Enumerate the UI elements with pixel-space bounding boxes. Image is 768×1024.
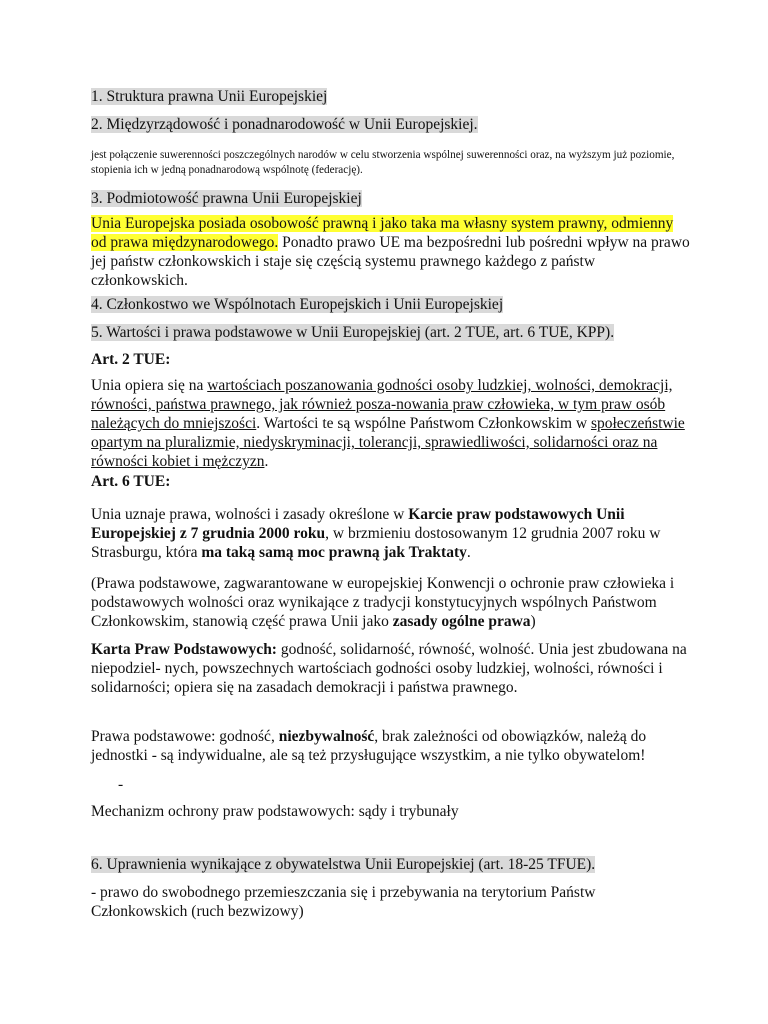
dash-item: -	[118, 776, 124, 793]
section-2-body: jest połączenie suwerenności poszczególnych narodów w celu stworzenia wspólnej suwerenności oraz, na wyższym już poziomie, stopienia ich w jedną ponadnarodową wspólnotę (federację).	[91, 149, 675, 176]
highlighted-text: Unia Europejska posiada osobowość prawną i jako taka ma własny system prawny, odmienny od prawa międzynarodowego.	[91, 215, 674, 251]
prawa-podstawowe-paragraph: Prawa podstawowe: godność, niezbywalność, brak zależności od obowiązków, należą do jednostki - są indywidualne, ale są też przysługujące wszystkim, a nie tylko obywatelom!	[91, 728, 647, 764]
art-6-body: Unia uznaje prawa, wolności i zasady określone w Karcie praw podstawowych Unii Europejskiej z 7 grudnia 2000 roku, w brzmieniu dostosowanym 12 grudnia 2007 roku w Strasburgu, która ma taką samą moc prawną jak Traktaty.	[91, 506, 661, 561]
art-6-heading: Art. 6 TUE:	[91, 473, 171, 490]
section-4-heading: 4. Członkostwo we Wspólnotach Europejskich i Unii Europejskiej	[91, 296, 504, 313]
art-2-body: Unia opiera się na wartościach poszanowania godności osoby ludzkiej, wolności, demokracji, równości, państwa prawnego, jak również posza-nowania praw człowieka, w tym praw osób należących do mniejszości. Wartości te są wspólne Państwom Członkowskim w społeczeństwie opartym na pluralizmie, niedyskryminacji, tolerancji, sprawiedliwości, solidarności oraz na równości kobiet i mężczyzn.	[91, 377, 685, 470]
karta-paragraph: Karta Praw Podstawowych: godność, solidarność, równość, wolność. Unia jest zbudowana na niepodziel- nych, powszechnych wartościach godności osoby ludzkiej, wolności, równości i solidarności; opiera się na zasadach demokracji i państwa prawnego.	[91, 641, 687, 696]
section-2-heading: 2. Międzyrządowość i ponadnarodowość w Unii Europejskiej.	[91, 116, 478, 133]
parenthetical-note: (Prawa podstawowe, zagwarantowane w europejskiej Konwencji o ochronie praw człowieka i podstawowych wolności oraz wynikające z tradycji konstytucyjnych wspólnych Państwom Członkowskim, stanowią część prawa Unii jako zasady ogólne prawa)	[91, 575, 675, 630]
section-1-heading: 1. Struktura prawna Unii Europejskiej	[91, 88, 328, 105]
section-3-body: Unia Europejska posiada osobowość prawną i jako taka ma własny system prawny, odmienny od prawa międzynarodowego. Ponadto prawo UE ma bezpośredni lub pośredni wpływ na prawo jej państw członkowskich i staje się częścią systemu prawnego każdego z państw członkowskich.	[91, 215, 690, 289]
section-6-heading: 6. Uprawnienia wynikające z obywatelstwa Unii Europejskiej (art. 18-25 TFUE).	[91, 856, 596, 873]
section-5-heading: 5. Wartości i prawa podstawowe w Unii Europejskiej (art. 2 TUE, art. 6 TUE, KPP).	[91, 324, 615, 341]
mechanism-paragraph: Mechanizm ochrony praw podstawowych: sądy i trybunały	[91, 803, 459, 820]
section-6-body: - prawo do swobodnego przemieszczania się i przebywania na terytorium Państw Członkowskich (ruch bezwizowy)	[91, 884, 596, 920]
art-2-heading: Art. 2 TUE:	[91, 351, 171, 368]
section-3-heading: 3. Podmiotowość prawna Unii Europejskiej	[91, 190, 362, 207]
